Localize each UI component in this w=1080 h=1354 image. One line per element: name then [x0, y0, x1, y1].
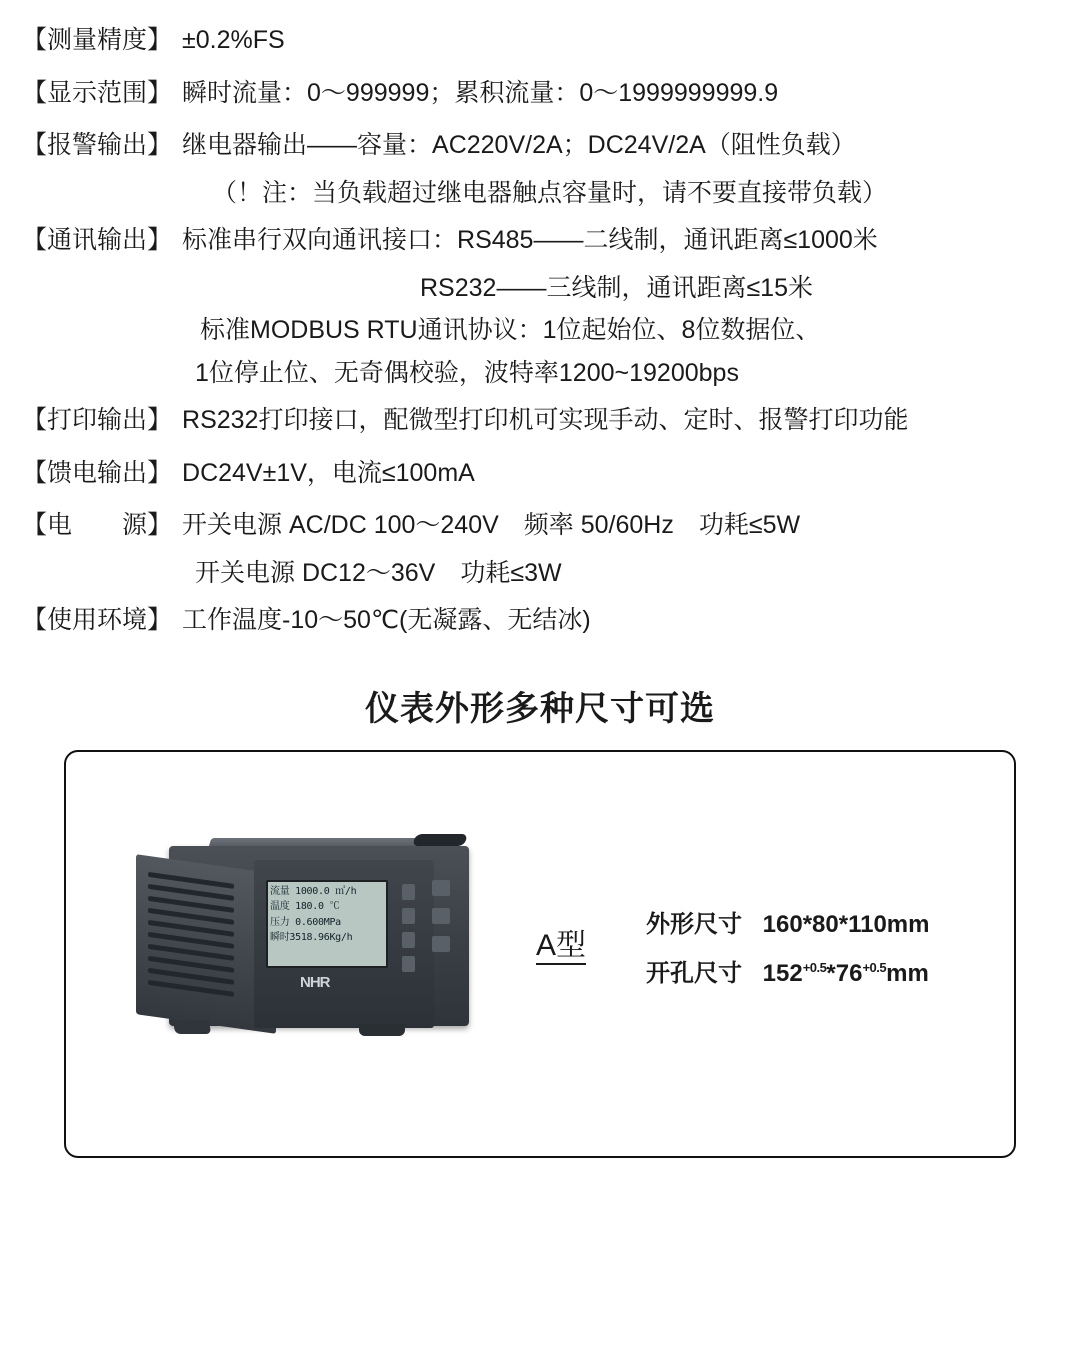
specification-list — [0, 0, 1080, 647]
dimension-unit: mm — [886, 959, 929, 987]
spec-sub-text: 标准MODBUS RTU通讯协议：1位起始位、8位数据位、 — [200, 316, 821, 344]
dimension-row-outline — [646, 900, 930, 949]
spec-sub-text: 开关电源 DC12～36V 功耗≤3W — [195, 558, 562, 587]
spec-label: 【通讯输出】 — [22, 226, 173, 254]
spec-value: DC24V±1V，电流≤100mA — [182, 458, 475, 487]
device-button — [402, 932, 415, 948]
device-foot — [359, 1024, 405, 1036]
spec-sub-text: 1位停止位、无奇偶校验，波特率1200~19200bps — [195, 358, 739, 387]
display-line: 瞬时3518.96Kg/h — [270, 932, 353, 943]
dimension-value: 160*80*110mm — [762, 910, 930, 938]
spec-sub-text: RS232——三线制，通讯距离≤15米 — [420, 273, 813, 302]
spec-sub-line — [0, 552, 1080, 595]
spec-label: 【使用环境】 — [22, 606, 173, 634]
display-line: 压力 0.600MPa — [270, 916, 341, 928]
product-panel — [64, 750, 1016, 1158]
dimension-row-cutout — [646, 949, 930, 998]
spec-value: 标准串行双向通讯接口：RS485——二线制，通讯距离≤1000米 — [182, 226, 878, 254]
spec-row — [0, 214, 1080, 267]
spec-value: ±0.2%FS — [182, 26, 285, 54]
spec-label: 【报警输出】 — [22, 131, 173, 159]
spec-row — [0, 394, 1080, 447]
spec-sub-line — [0, 352, 1080, 395]
display-line: 温度 180.0 ℃ — [270, 901, 340, 912]
spec-sub-line — [0, 267, 1080, 310]
dimension-key: 开孔尺寸 — [646, 959, 742, 987]
spec-row — [0, 499, 1080, 552]
device-brand-logo: NHR — [300, 973, 330, 991]
device-button — [402, 884, 415, 900]
dimension-block — [646, 900, 930, 998]
spec-value: 瞬时流量：0～999999；累积流量：0～1999999999.9 — [182, 78, 779, 107]
dimension-tolerance-1: +0.5 — [802, 959, 827, 975]
dimension-value-mid: *76 — [826, 959, 863, 987]
device-button — [432, 908, 450, 924]
device-display-screen — [266, 880, 388, 968]
spec-label: 【电 源】 — [22, 511, 173, 539]
dimension-key: 外形尺寸 — [646, 910, 742, 938]
spec-row — [0, 447, 1080, 500]
device-foot — [173, 1020, 211, 1034]
spec-value: 工作温度-10～50℃(无凝露、无结冰) — [182, 606, 591, 634]
device-top-tab — [412, 834, 468, 846]
spec-sub-line — [0, 309, 1080, 352]
spec-row — [0, 14, 1080, 67]
spec-row — [0, 67, 1080, 120]
device-illustration — [114, 824, 534, 1074]
device-button — [402, 908, 415, 924]
spec-label: 【打印输出】 — [22, 406, 173, 434]
product-model-label — [536, 920, 586, 964]
spec-label: 【馈电输出】 — [22, 458, 173, 487]
spec-row — [0, 594, 1080, 647]
device-button — [432, 936, 450, 952]
display-line: 流量 1000.0 ㎥/h — [270, 885, 357, 897]
dimension-tolerance-2: +0.5 — [862, 959, 887, 975]
section-title: 仪表外形多种尺寸可选 — [365, 689, 715, 728]
spec-value: 开关电源 AC/DC 100～240V 频率 50/60Hz 功耗≤5W — [182, 511, 801, 539]
spec-note — [0, 172, 1080, 215]
spec-note-text: （！注：当负载超过继电器触点容量时，请不要直接带负载） — [212, 178, 888, 207]
device-button — [402, 956, 415, 972]
spec-label: 【测量精度】 — [22, 26, 173, 54]
device-button — [432, 880, 450, 896]
spec-value: RS232打印接口，配微型打印机可实现手动、定时、报警打印功能 — [182, 406, 909, 434]
product-model-text: A型 — [536, 929, 586, 965]
spec-label: 【显示范围】 — [22, 78, 173, 107]
dimension-value: 152 — [762, 959, 803, 987]
spec-value: 继电器输出——容量：AC220V/2A；DC24V/2A（阻性负载） — [182, 131, 856, 159]
spec-row — [0, 119, 1080, 172]
